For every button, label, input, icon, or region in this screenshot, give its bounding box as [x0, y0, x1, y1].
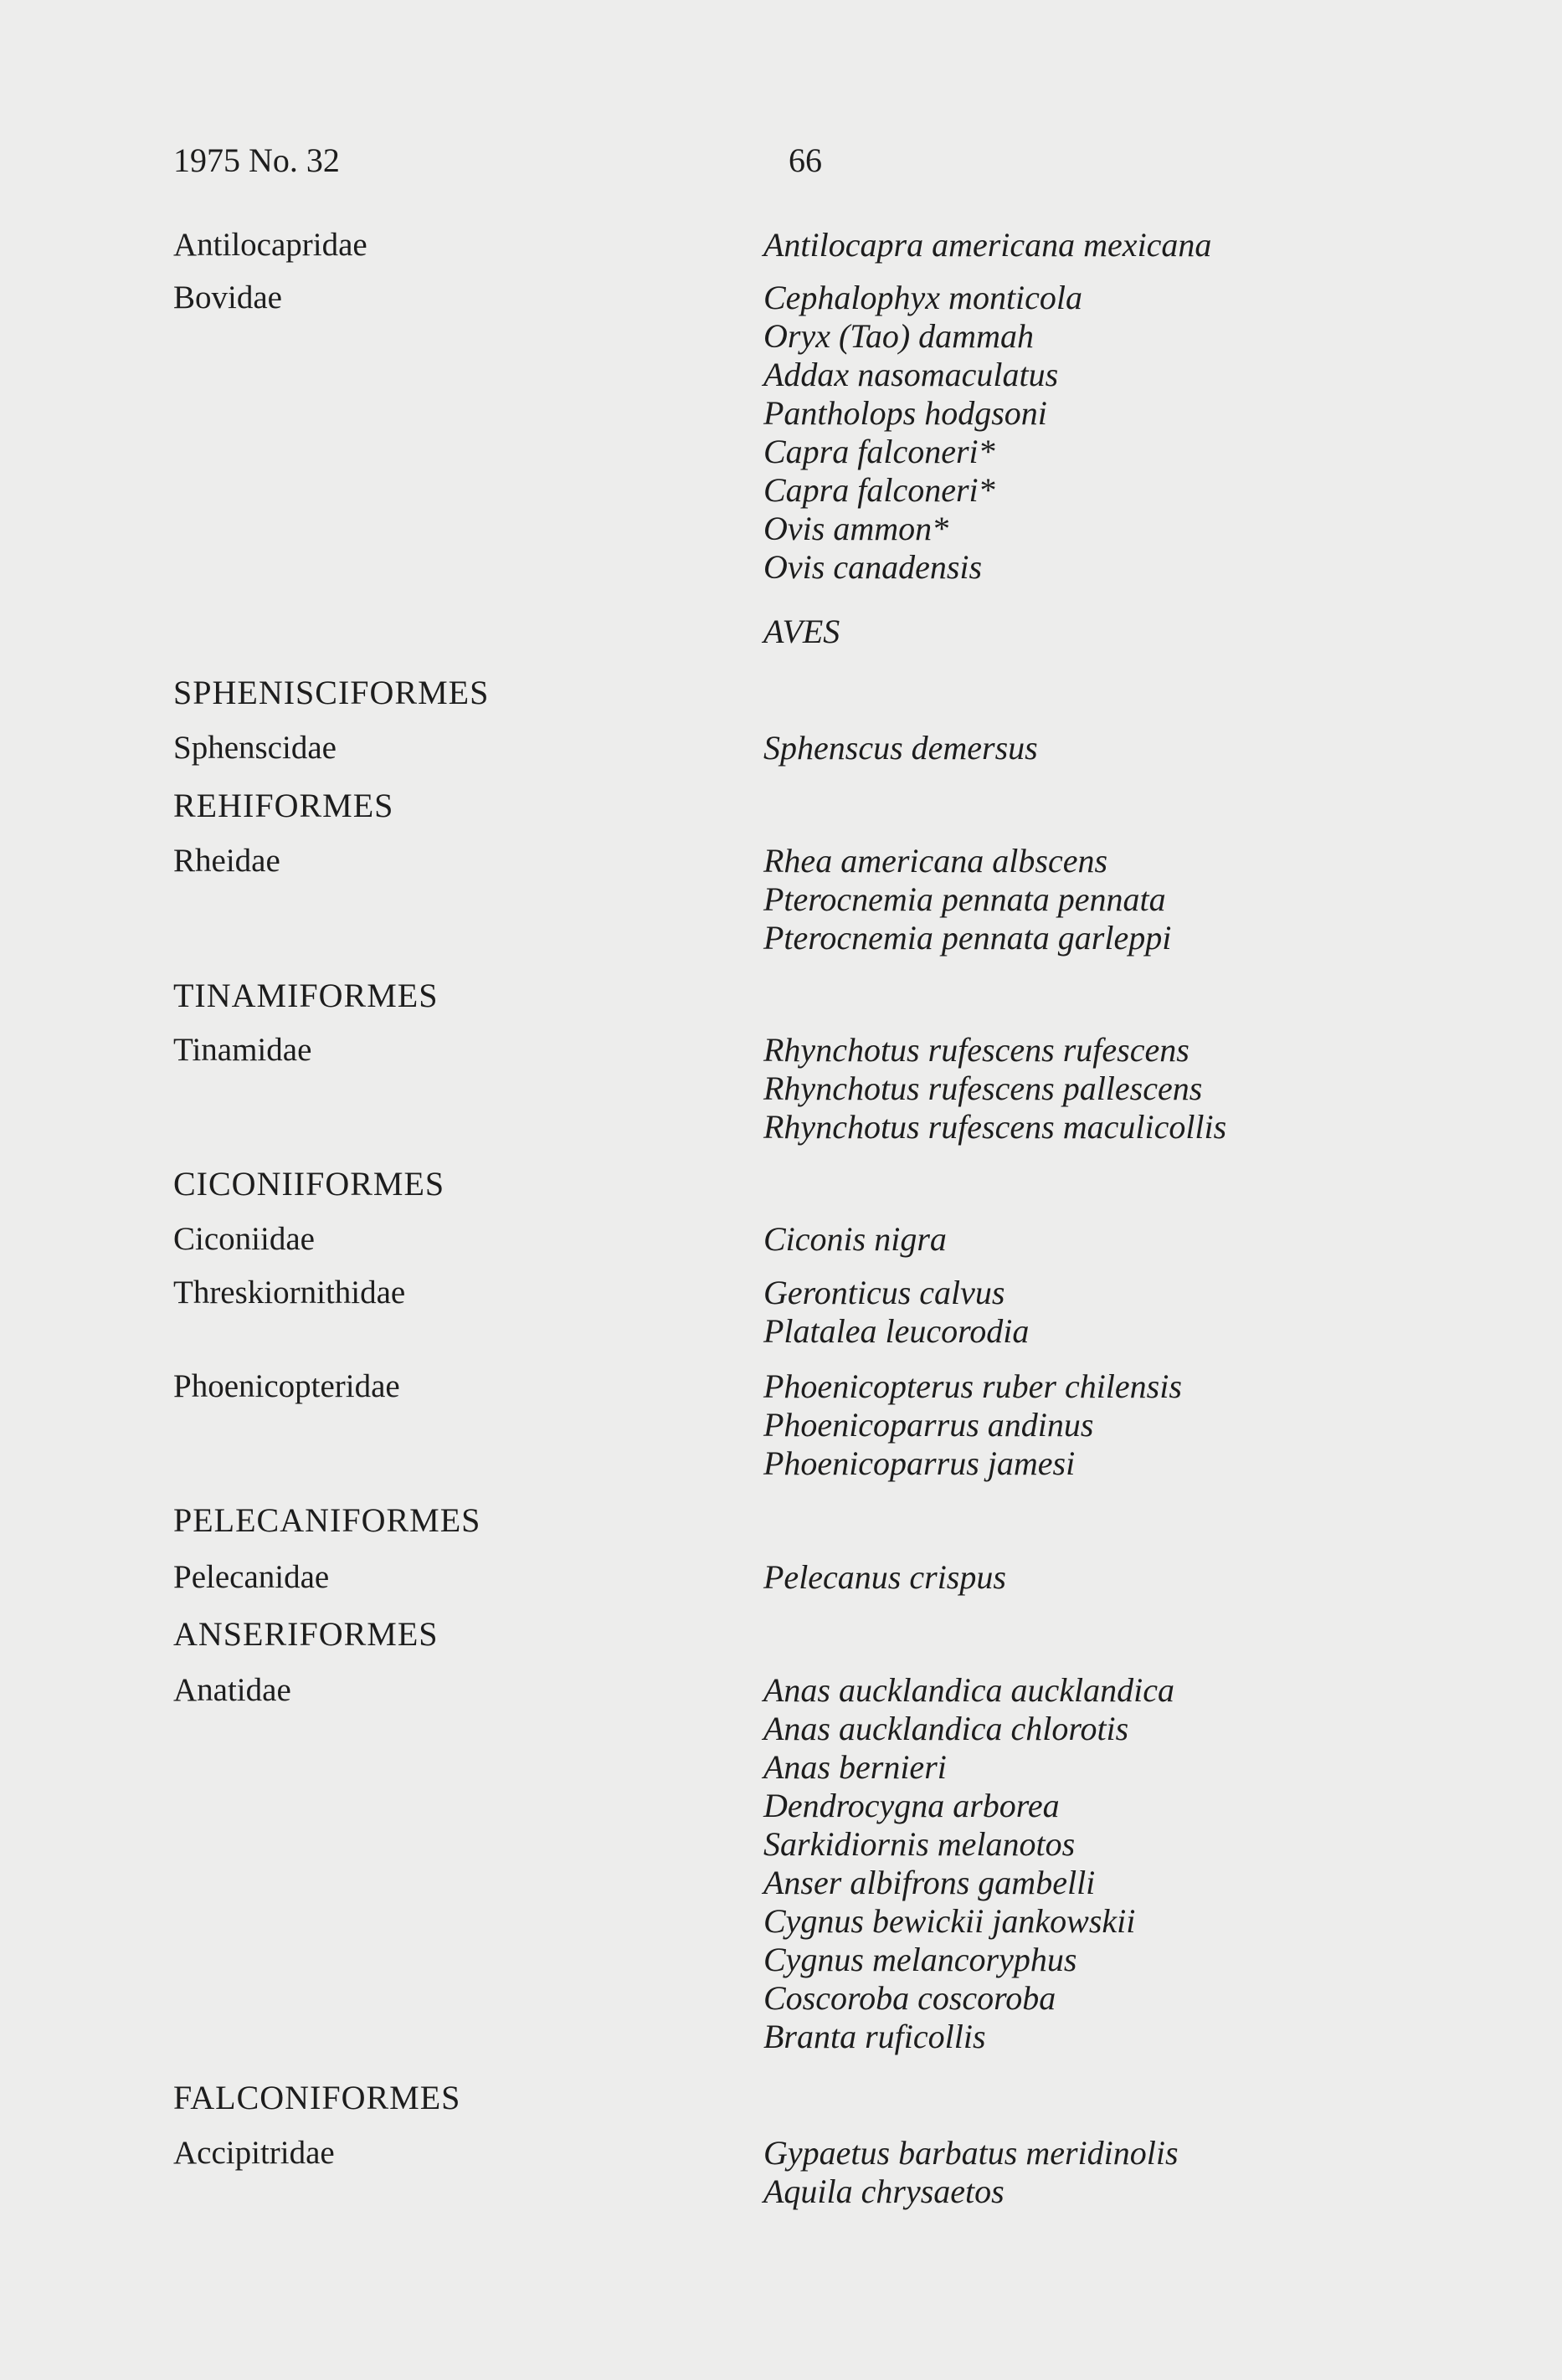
species-name: Pelecanus crispus: [763, 1558, 1006, 1596]
species-name: Oryx (Tao) dammah: [763, 317, 1034, 355]
species-name: Dendrocygna arborea: [763, 1787, 1060, 1824]
running-header: 1975 No. 32: [173, 141, 340, 179]
species-name: Branta ruficollis: [763, 2018, 986, 2055]
family-name: Tinamidae: [173, 1032, 312, 1068]
family-name: Antilocapridae: [173, 227, 367, 263]
species-name: Pterocnemia pennata pennata: [763, 880, 1166, 918]
family-name: Threskiornithidae: [173, 1275, 406, 1311]
family-name: Bovidae: [173, 280, 282, 315]
species-name: Ovis ammon*: [763, 510, 949, 547]
species-name: Sarkidiornis melanotos: [763, 1825, 1076, 1863]
species-name: Rhynchotus rufescens rufescens: [763, 1031, 1189, 1069]
species-name: Coscoroba coscoroba: [763, 1979, 1056, 2017]
species-name: Ovis canadensis: [763, 548, 983, 586]
order-heading: CICONIIFORMES: [173, 1165, 445, 1203]
family-name: Anatidae: [173, 1672, 291, 1708]
species-name: Cygnus melancoryphus: [763, 1941, 1077, 1978]
species-name: Antilocapra americana mexicana: [763, 226, 1212, 264]
family-name: Rheidae: [173, 843, 280, 879]
species-name: Geronticus calvus: [763, 1274, 1005, 1311]
species-name: Pantholops hodgsoni: [763, 394, 1047, 432]
class-heading: AVES: [763, 613, 840, 650]
species-name: Platalea leucorodia: [763, 1312, 1030, 1350]
species-name: Addax nasomaculatus: [763, 356, 1059, 393]
order-heading: SPHENISCIFORMES: [173, 674, 490, 711]
species-name: Rhea americana albscens: [763, 842, 1108, 880]
species-name: Anas bernieri: [763, 1748, 947, 1786]
species-name: Ciconis nigra: [763, 1220, 947, 1258]
species-name: Anas aucklandica aucklandica: [763, 1671, 1174, 1709]
family-name: Phoenicopteridae: [173, 1368, 400, 1404]
species-name: Sphenscus demersus: [763, 729, 1038, 767]
species-name: Anas aucklandica chlorotis: [763, 1710, 1129, 1747]
species-name: Capra falconeri*: [763, 433, 995, 470]
family-name: Accipitridae: [173, 2135, 335, 2171]
family-name: Pelecanidae: [173, 1559, 330, 1595]
order-heading: REHIFORMES: [173, 787, 394, 824]
species-name: Phoenicoparrus andinus: [763, 1406, 1094, 1444]
species-name: Gypaetus barbatus meridinolis: [763, 2134, 1179, 2172]
species-name: Cygnus bewickii jankowskii: [763, 1902, 1136, 1940]
order-heading: ANSERIFORMES: [173, 1615, 439, 1653]
species-name: Rhynchotus rufescens maculicollis: [763, 1108, 1227, 1146]
species-name: Rhynchotus rufescens pallescens: [763, 1069, 1203, 1107]
order-heading: FALCONIFORMES: [173, 2079, 461, 2116]
species-name: Cephalophyx monticola: [763, 279, 1083, 316]
family-name: Ciconiidae: [173, 1221, 315, 1257]
order-heading: TINAMIFORMES: [173, 977, 439, 1014]
species-name: Capra falconeri*: [763, 471, 995, 509]
species-name: Phoenicoparrus jamesi: [763, 1444, 1076, 1482]
family-name: Sphenscidae: [173, 730, 337, 766]
species-name: Anser albifrons gambelli: [763, 1864, 1096, 1901]
page-number: 66: [789, 141, 822, 179]
order-heading: PELECANIFORMES: [173, 1501, 481, 1539]
species-name: Phoenicopterus ruber chilensis: [763, 1367, 1182, 1405]
species-name: Aquila chrysaetos: [763, 2172, 1005, 2210]
species-name: Pterocnemia pennata garleppi: [763, 919, 1172, 957]
